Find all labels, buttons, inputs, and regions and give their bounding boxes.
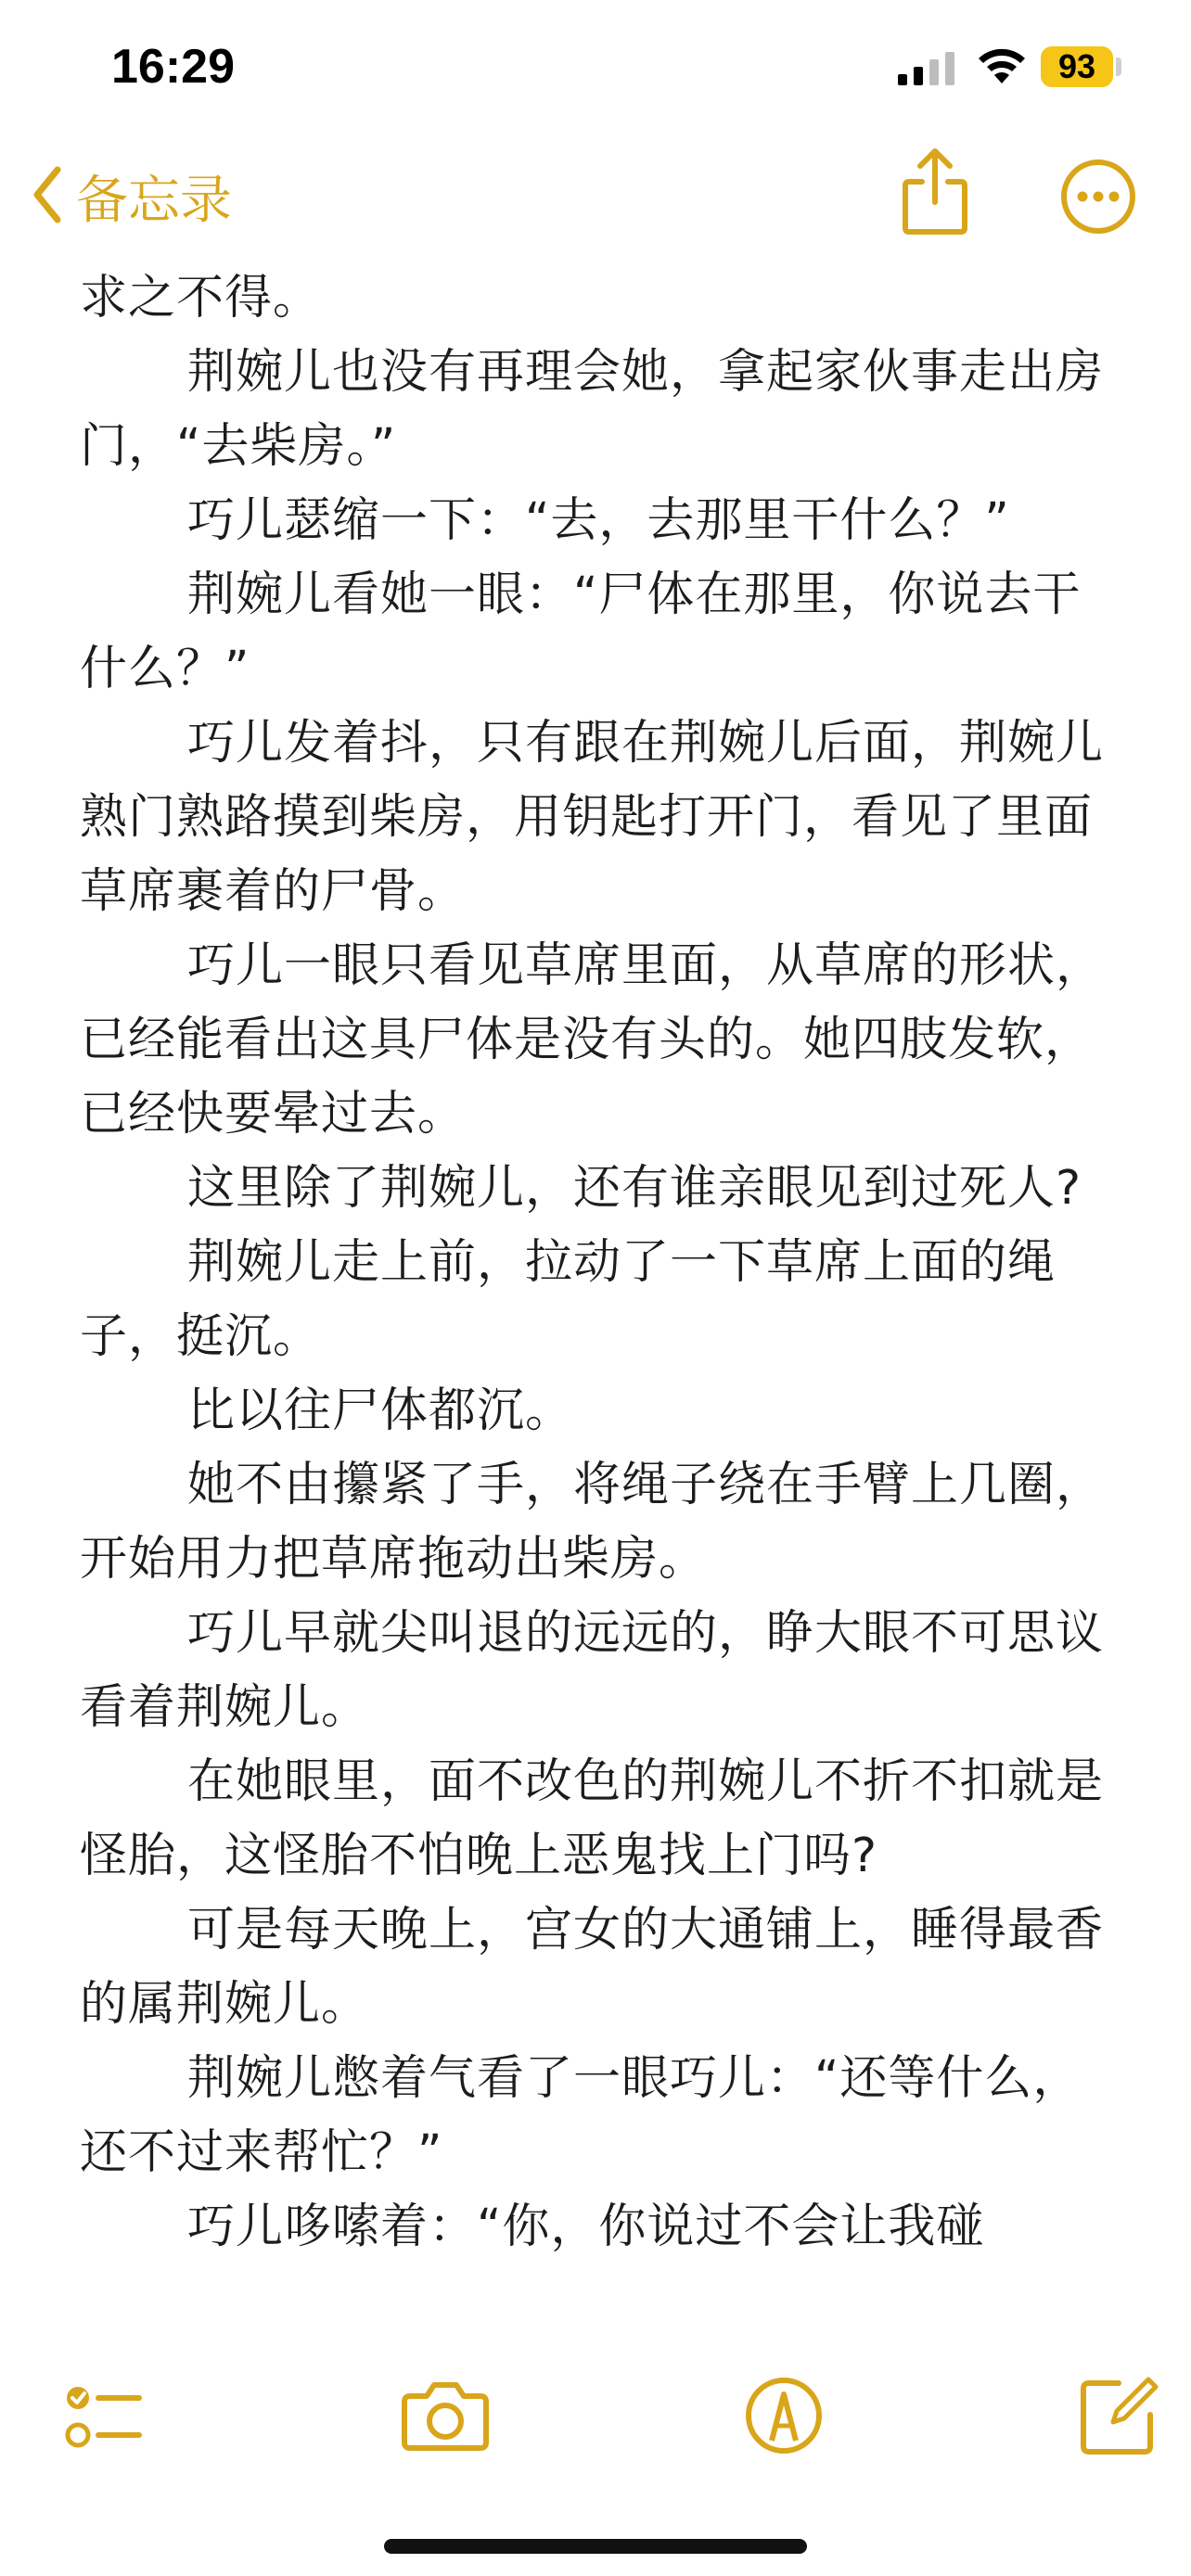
compose-icon (1076, 2443, 1159, 2461)
note-paragraph: 比以往尸体都沉。 (187, 1384, 574, 1438)
battery-indicator: 93 (1041, 46, 1113, 87)
share-button[interactable] (900, 147, 970, 241)
home-indicator[interactable] (384, 2539, 807, 2554)
note-paragraph: 她不由攥紧了手，将绳子绕在手臂上几圈，开始用力把草席拖动出柴房。 (80, 1458, 1105, 1587)
compose-button[interactable] (1076, 2374, 1159, 2461)
note-paragraph: 荆婉儿看她一眼：“尸体在那里，你说去干什么？” (80, 567, 1082, 696)
share-icon (900, 223, 970, 241)
camera-button[interactable] (399, 2374, 492, 2461)
note-paragraph: 这里除了荆婉儿，还有谁亲眼见到过死人? (187, 1161, 1082, 1216)
note-paragraph: 巧儿哆嗦着：“你，你说过不会让我碰 (187, 2200, 985, 2254)
camera-icon (399, 2443, 492, 2461)
more-icon (1059, 222, 1137, 239)
markup-pen-icon (742, 2443, 826, 2461)
note-paragraph: 荆婉儿憋着气看了一眼巧儿：“还等什么，还不过来帮忙？” (80, 2051, 1082, 2180)
back-label: 备忘录 (76, 171, 232, 231)
bottom-toolbar (0, 2374, 1191, 2467)
markup-button[interactable] (742, 2374, 826, 2461)
note-paragraph: 巧儿一眼只看见草席里面，从草席的形状，已经能看出这具尸体是没有头的。她四肢发软，已经快要晕过去。 (80, 938, 1105, 1141)
note-paragraph: 可是每天晚上，宫女的大通铺上，睡得最香的属荆婉儿。 (80, 1903, 1105, 2032)
note-paragraph: 求之不得。 (80, 271, 322, 325)
note-paragraph: 荆婉儿走上前，拉动了一下草席上面的绳子，挺沉。 (80, 1235, 1057, 1364)
note-paragraph: 巧儿早就尖叫退的远远的，睁大眼不可思议看着荆婉儿。 (80, 1606, 1105, 1735)
battery-cap (1116, 57, 1121, 76)
wifi-icon (976, 46, 1028, 89)
chevron-left-icon (32, 166, 63, 227)
checklist-button[interactable] (61, 2374, 145, 2461)
note-paragraph: 在她眼里，面不改色的荆婉儿不折不扣就是怪胎，这怪胎不怕晚上恶鬼找上门吗? (80, 1754, 1105, 1883)
note-paragraph: 巧儿瑟缩一下：“去，去那里干什么？” (187, 493, 1010, 548)
note-paragraph: 巧儿发着抖，只有跟在荆婉儿后面，荆婉儿熟门熟路摸到柴房，用钥匙打开门，看见了里面草席裹着的尸骨。 (80, 716, 1105, 919)
navigation-bar (0, 139, 1191, 250)
back-button[interactable] (32, 158, 232, 236)
cellular-signal-icon (898, 52, 957, 89)
more-button[interactable] (1059, 158, 1137, 239)
note-paragraph: 荆婉儿也没有再理会她，拿起家伙事走出房门，“去柴房。” (80, 345, 1105, 474)
status-time: 16:29 (111, 40, 235, 94)
checklist-icon (61, 2443, 145, 2461)
note-body[interactable] (80, 261, 1115, 2264)
status-bar (0, 0, 1191, 139)
